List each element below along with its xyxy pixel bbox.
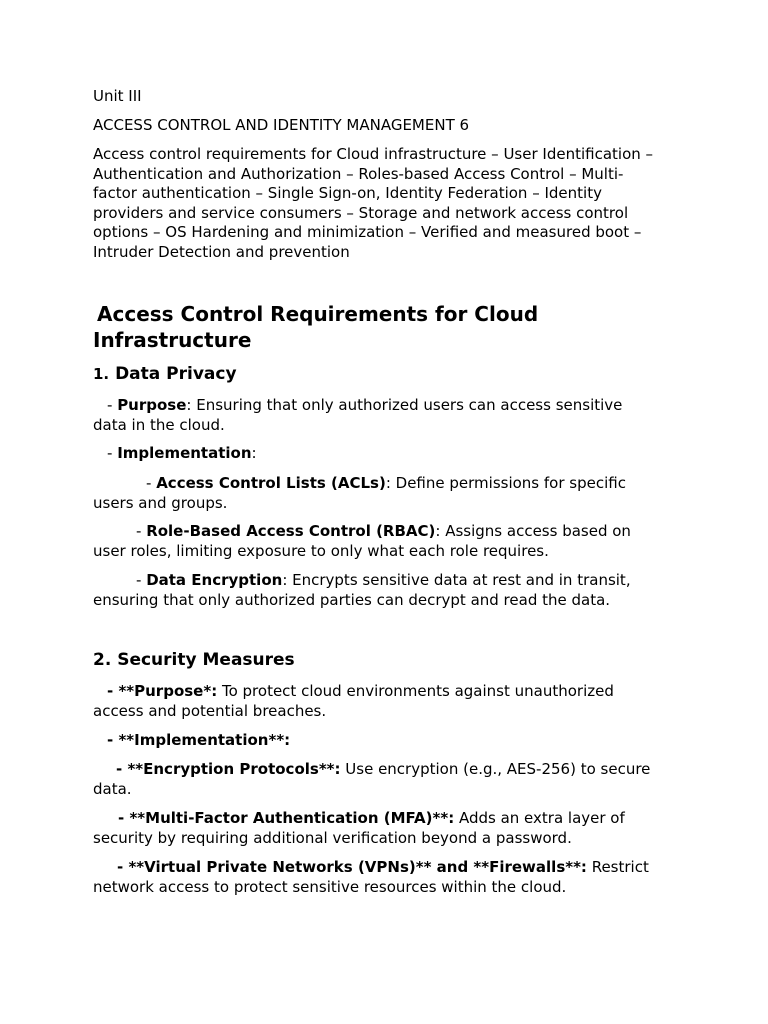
main-heading-line: Access Control Requirements for Cloud bbox=[97, 302, 539, 326]
syllabus-line: Intruder Detection and prevention bbox=[93, 242, 350, 261]
section-title: Data Privacy bbox=[115, 364, 237, 384]
purpose-label: - **Purpose*: bbox=[107, 682, 218, 700]
item-label: - **Multi-Factor Authentication (MFA)**: bbox=[118, 809, 455, 827]
bullet-prefix: - bbox=[146, 474, 157, 492]
purpose-label: Purpose bbox=[117, 396, 187, 414]
list-item bbox=[93, 858, 649, 878]
item-text-continued: security by requiring additional verification beyond a password. bbox=[93, 828, 572, 847]
list-item bbox=[93, 522, 631, 542]
syllabus-line: Authentication and Authorization – Roles-based Access Control – Multi- bbox=[93, 164, 624, 183]
syllabus-line: Access control requirements for Cloud infrastructure – User Identification – bbox=[93, 145, 654, 163]
main-heading-line: Infrastructure bbox=[93, 328, 252, 352]
item-text: : Assigns access based on bbox=[435, 522, 631, 540]
purpose-text: : Ensuring that only authorized users can access sensitive bbox=[186, 396, 623, 414]
item-text-continued: data. bbox=[93, 779, 132, 798]
bullet-prefix: - bbox=[107, 444, 118, 462]
implementation-line bbox=[93, 731, 290, 751]
purpose-text-continued: access and potential breaches. bbox=[93, 701, 327, 720]
bullet-prefix: - bbox=[136, 522, 147, 540]
item-text: Adds an extra layer of bbox=[454, 809, 625, 827]
purpose-text: To protect cloud environments against unauthorized bbox=[217, 682, 614, 700]
section-heading bbox=[93, 363, 237, 385]
item-label: - **Virtual Private Networks (VPNs)** and **Firewalls**: bbox=[117, 858, 587, 876]
purpose-text-continued: data in the cloud. bbox=[93, 415, 225, 434]
bullet-prefix: - bbox=[107, 396, 118, 414]
section-heading: 2. Security Measures bbox=[93, 650, 295, 670]
syllabus-line: factor authentication – Single Sign-on, Identity Federation – Identity bbox=[93, 184, 602, 202]
implementation-label: Implementation bbox=[117, 444, 252, 462]
implementation-label: - **Implementation**: bbox=[107, 731, 291, 749]
item-text-continued: user roles, limiting exposure to only what each role requires. bbox=[93, 541, 549, 560]
implementation-suffix: : bbox=[251, 444, 257, 462]
item-label: Data Encryption bbox=[146, 571, 283, 589]
list-item bbox=[93, 474, 626, 494]
list-item bbox=[93, 760, 650, 780]
item-text: Use encryption (e.g., AES-256) to secure bbox=[340, 760, 651, 778]
list-item bbox=[93, 571, 631, 591]
item-text-continued: users and groups. bbox=[93, 493, 228, 512]
item-text: Restrict bbox=[586, 858, 649, 876]
item-label: Role-Based Access Control (RBAC) bbox=[146, 522, 436, 540]
item-text-continued: ensuring that only authorized parties can decrypt and read the data. bbox=[93, 590, 611, 609]
item-text: : Define permissions for specific bbox=[385, 474, 626, 492]
section-number: 1. bbox=[93, 365, 110, 383]
item-text: : Encrypts sensitive data at rest and in transit, bbox=[282, 571, 631, 589]
purpose-line bbox=[93, 396, 622, 416]
list-item bbox=[93, 809, 625, 829]
syllabus-line: options – OS Hardening and minimization – Verified and measured boot – bbox=[93, 223, 642, 241]
purpose-line bbox=[93, 682, 614, 702]
implementation-line bbox=[93, 444, 257, 464]
syllabus-line: providers and service consumers – Storage and network access control bbox=[93, 203, 629, 222]
item-text-continued: network access to protect sensitive resources within the cloud. bbox=[93, 877, 567, 896]
bullet-prefix: - bbox=[136, 571, 147, 589]
item-label: Access Control Lists (ACLs) bbox=[156, 474, 386, 492]
item-label: - **Encryption Protocols**: bbox=[116, 760, 341, 778]
unit-label: Unit III bbox=[93, 87, 142, 105]
unit-title: ACCESS CONTROL AND IDENTITY MANAGEMENT 6 bbox=[93, 116, 470, 134]
